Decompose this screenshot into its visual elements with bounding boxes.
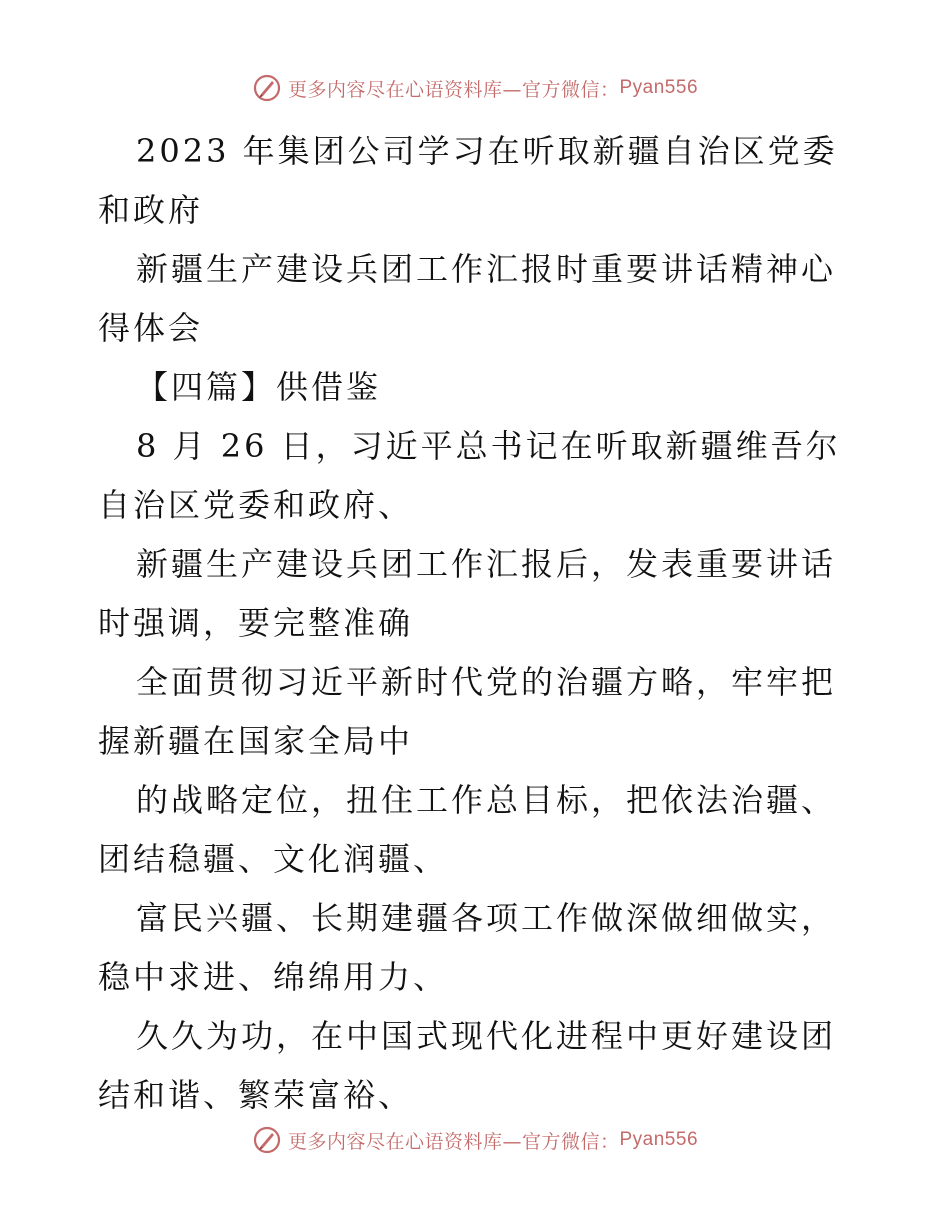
paragraph-title-line-1: 2023 年集团公司学习在听取新疆自治区党委和政府	[98, 132, 838, 229]
paragraph-body-6: 久久为功，在中国式现代化进程中更好建设团结和谐、繁荣富裕、	[98, 1017, 837, 1114]
paragraph-title-line-3: 【四篇】供借鉴	[136, 368, 382, 406]
watermark-text: 更多内容尽在心语资料库—官方微信：	[287, 1130, 620, 1153]
header-watermark	[0, 68, 950, 108]
paragraph-body-1: 8 月 26 日，习近平总书记在听取新疆维吾尔自治区党委和政府、	[98, 427, 841, 524]
document-body	[98, 122, 858, 1125]
paragraph-body-5: 富民兴疆、长期建疆各项工作做深做细做实，稳中求进、绵绵用力、	[98, 899, 837, 996]
footer-watermark	[0, 1120, 950, 1160]
paragraph-body-3: 全面贯彻习近平新时代党的治疆方略，牢牢把握新疆在国家全局中	[98, 663, 837, 760]
watermark-handle: Pyan556	[619, 77, 699, 98]
paragraph-body-2: 新疆生产建设兵团工作汇报后，发表重要讲话时强调，要完整准确	[98, 545, 837, 642]
watermark-handle: Pyan556	[619, 1129, 699, 1150]
paragraph-body-4: 的战略定位，扭住工作总目标，把依法治疆、团结稳疆、文化润疆、	[98, 781, 837, 878]
paragraph-title-line-2: 新疆生产建设兵团工作汇报时重要讲话精神心得体会	[98, 250, 837, 347]
watermark-text: 更多内容尽在心语资料库—官方微信：	[287, 78, 620, 101]
quill-pen-logo-icon	[252, 1125, 282, 1155]
quill-pen-logo-icon	[252, 73, 282, 103]
